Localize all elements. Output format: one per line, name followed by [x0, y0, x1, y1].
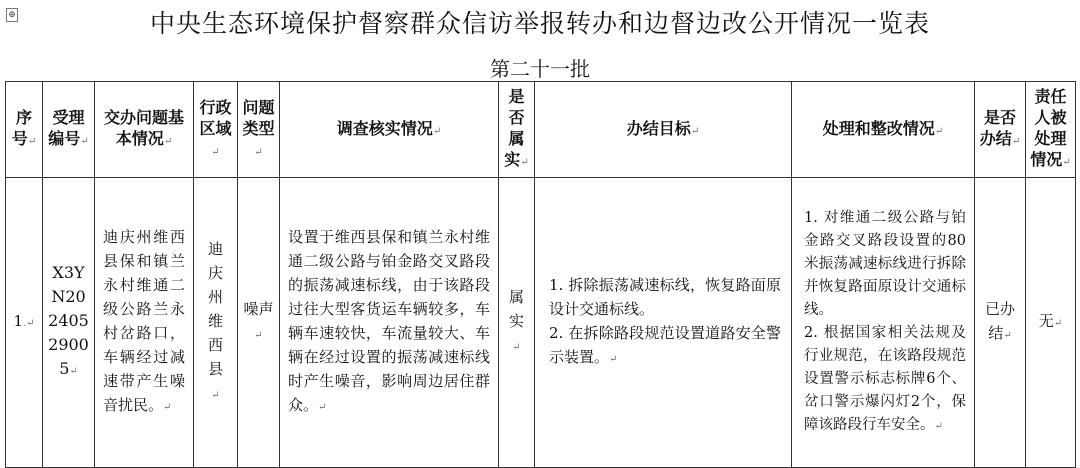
cell-accountability: 无↵: [1026, 178, 1076, 468]
cell-type: 噪声↵: [238, 178, 280, 468]
col-header-accountability: 责任人被处理情况↵: [1026, 82, 1076, 178]
col-header-case-no: 受理编号↵: [43, 82, 95, 178]
col-header-handling: 处理和整改情况↵: [792, 82, 975, 178]
cell-closed: 已办结↵: [975, 178, 1026, 468]
cell-investigation: 设置于维西县保和镇兰永村维通二级公路与铂金路交叉路段的振荡减速标线，由于该路段过往大型客货运车辆较多，车辆车速较快，车流量较大、车辆在经过设置的振荡减速标线时产生噪音，影响周边居住群众。↵: [280, 178, 499, 468]
table-anchor-icon[interactable]: ⊕: [6, 8, 18, 22]
col-header-issue: 交办问题基本情况↵: [95, 82, 194, 178]
batch-subtitle: 第二十一批: [490, 57, 590, 81]
report-table: [5, 81, 1076, 468]
cell-handling: 1. 对维通二级公路与铂金路交叉路段设置的80米振荡减速标线进行拆除并恢复路面原设计交通标线。 2. 根据国家相关法规及行业规范，在该路段规范设置警示标志标牌6个、岔口警示爆闪灯2个，保障该路段行车安全。↵: [792, 178, 975, 468]
cell-issue: 迪庆州维西县保和镇兰永村维通二级公路兰永村岔路口，车辆经过减速带产生噪音扰民。↵: [95, 178, 194, 468]
col-header-region: 行政区域↵: [194, 82, 238, 178]
cell-index: 1.↵: [6, 178, 43, 468]
col-header-type: 问题类型↵: [238, 82, 280, 178]
col-header-target: 办结目标↵: [535, 82, 792, 178]
col-header-index: 序号↵: [6, 82, 43, 178]
cell-target: 1. 拆除振荡减速标线，恢复路面原设计交通标线。 2. 在拆除路段规范设置道路安全警示装置。↵: [535, 178, 792, 468]
cell-region: 迪庆州维西县↵: [194, 178, 238, 468]
cell-case-no: X3YN20240529005↵: [43, 178, 95, 468]
table-row: [6, 178, 1076, 468]
col-header-verified: 是否属实↵: [499, 82, 535, 178]
table-header-row: [6, 82, 1076, 178]
page-title: 中央生态环境保护督察群众信访举报转办和边督边改公开情况一览表: [149, 9, 930, 38]
col-header-closed: 是否办结↵: [975, 82, 1026, 178]
col-header-investigation: 调查核实情况↵: [280, 82, 499, 178]
cell-verified: 属实↵: [499, 178, 535, 468]
